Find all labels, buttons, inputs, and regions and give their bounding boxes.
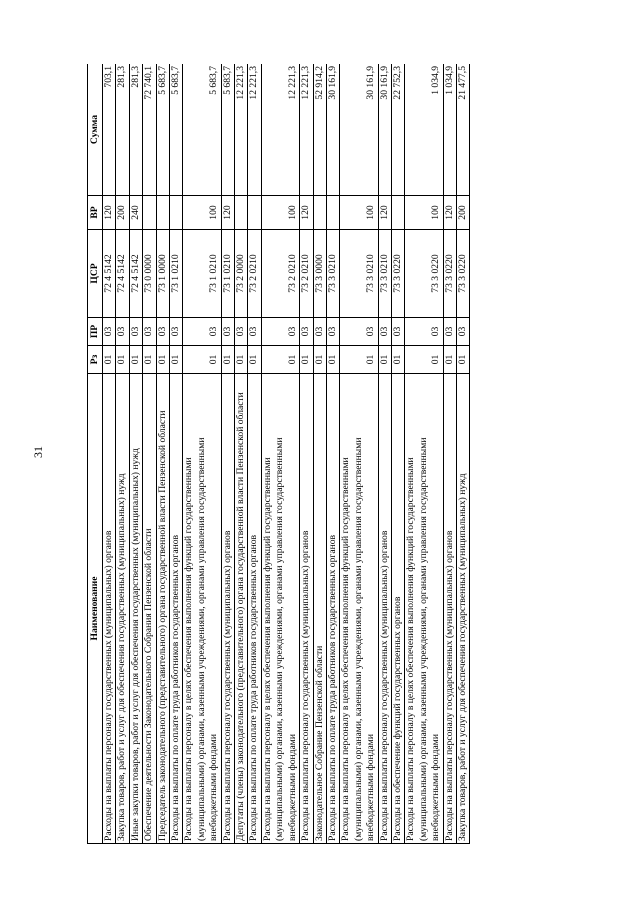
cell-rz: 01 [456, 346, 469, 374]
cell-rz: 01 [326, 346, 339, 374]
cell-vr [248, 196, 261, 230]
header-csr: ЦСР [88, 230, 103, 318]
table-row [456, 64, 469, 844]
cell-sum: 22 752,3 [391, 64, 404, 196]
page-number: 31 [31, 446, 45, 458]
cell-sum: 52 914,2 [313, 64, 326, 196]
cell-rz: 01 [248, 346, 261, 374]
cell-sum: 5 683,7 [221, 64, 234, 196]
cell-rz: 01 [378, 346, 391, 374]
table-row [405, 64, 443, 844]
table-row [340, 64, 378, 844]
cell-name: Расходы на выплаты персоналу государственных (муниципальных) органов [103, 374, 116, 844]
cell-name: Расходы на выплаты по оплате труда работников государственных органов [248, 374, 261, 844]
cell-name: Расходы на выплаты персоналу в целях обеспечения выполнения функций государственными (муниципальными) органами, казенными учреждениями, органами управления государственными внебюджетными фондами [405, 374, 443, 844]
table-row [378, 64, 391, 844]
cell-csr: 73 2 0210 [300, 230, 313, 318]
cell-vr: 100 [261, 196, 299, 230]
cell-rz: 01 [183, 346, 221, 374]
cell-pr: 03 [116, 318, 129, 346]
cell-vr: 200 [116, 196, 129, 230]
cell-csr: 73 3 0220 [443, 230, 456, 318]
cell-sum: 5 683,7 [170, 64, 183, 196]
table-row [300, 64, 313, 844]
cell-csr: 73 3 0220 [405, 230, 443, 318]
cell-vr [143, 196, 156, 230]
cell-pr: 03 [235, 318, 248, 346]
cell-vr: 240 [129, 196, 142, 230]
cell-sum: 30 161,9 [326, 64, 339, 196]
cell-name: Председатель законодательного (представительного) органа государственной власти Пензенской области [156, 374, 169, 844]
cell-csr: 73 1 0000 [156, 230, 169, 318]
cell-sum: 12 221,3 [248, 64, 261, 196]
cell-csr: 73 2 0210 [248, 230, 261, 318]
rotated-page-area [87, 64, 545, 844]
cell-sum: 1 034,9 [443, 64, 456, 196]
cell-name: Расходы на выплаты персоналу в целях обеспечения выполнения функций государственными (муниципальными) органами, казенными учреждениями, органами управления государственными внебюджетными фондами [261, 374, 299, 844]
cell-pr: 03 [405, 318, 443, 346]
cell-vr: 120 [103, 196, 116, 230]
table-row [183, 64, 221, 844]
cell-name: Расходы на выплаты персоналу государственных (муниципальных) органов [378, 374, 391, 844]
cell-csr: 73 3 0210 [326, 230, 339, 318]
header-sum: Сумма [88, 64, 103, 196]
cell-vr: 120 [300, 196, 313, 230]
cell-rz: 01 [300, 346, 313, 374]
cell-sum: 30 161,9 [378, 64, 391, 196]
cell-name: Расходы на выплаты персоналу государственных (муниципальных) органов [300, 374, 313, 844]
table-row [235, 64, 248, 844]
cell-rz: 01 [405, 346, 443, 374]
cell-vr [391, 196, 404, 230]
cell-name: Обеспечение деятельности Законодательного Собрания Пензенской области [143, 374, 156, 844]
cell-sum: 72 740,1 [143, 64, 156, 196]
cell-name: Закупка товаров, работ и услуг для обеспечения государственных (муниципальных) нужд [116, 374, 129, 844]
cell-sum: 12 221,3 [300, 64, 313, 196]
cell-pr: 03 [300, 318, 313, 346]
cell-rz: 01 [391, 346, 404, 374]
cell-sum: 12 221,3 [235, 64, 248, 196]
cell-vr [170, 196, 183, 230]
cell-vr: 200 [456, 196, 469, 230]
cell-pr: 03 [391, 318, 404, 346]
cell-sum: 21 477,5 [456, 64, 469, 196]
cell-csr: 73 1 0210 [183, 230, 221, 318]
cell-csr: 73 1 0210 [221, 230, 234, 318]
cell-vr: 120 [221, 196, 234, 230]
cell-sum: 1 034,9 [405, 64, 443, 196]
cell-pr: 03 [156, 318, 169, 346]
header-name: Наименование [88, 374, 103, 844]
cell-csr: 73 1 0210 [170, 230, 183, 318]
table-row [443, 64, 456, 844]
cell-vr: 100 [183, 196, 221, 230]
cell-name: Расходы на выплаты по оплате труда работников государственных органов [326, 374, 339, 844]
cell-pr: 03 [313, 318, 326, 346]
cell-name: Иные закупки товаров, работ и услуг для обеспечения государственных (муниципальных) нужд [129, 374, 142, 844]
table-row [261, 64, 299, 844]
table-row [156, 64, 169, 844]
header-pr: ПР [88, 318, 103, 346]
cell-pr: 03 [456, 318, 469, 346]
cell-name: Расходы на выплаты по оплате труда работников государственных органов [170, 374, 183, 844]
cell-pr: 03 [340, 318, 378, 346]
cell-name: Расходы на выплаты персоналу государственных (муниципальных) органов [221, 374, 234, 844]
cell-csr: 73 3 0210 [378, 230, 391, 318]
cell-pr: 03 [170, 318, 183, 346]
cell-sum: 703,1 [103, 64, 116, 196]
table-row [221, 64, 234, 844]
cell-rz: 01 [156, 346, 169, 374]
cell-vr: 120 [443, 196, 456, 230]
cell-rz: 01 [443, 346, 456, 374]
cell-rz: 01 [129, 346, 142, 374]
budget-table-container [87, 64, 545, 844]
cell-rz: 01 [116, 346, 129, 374]
cell-rz: 01 [143, 346, 156, 374]
cell-csr: 73 2 0210 [261, 230, 299, 318]
table-row [103, 64, 116, 844]
cell-csr: 72 4 5142 [103, 230, 116, 318]
cell-csr: 72 4 5142 [116, 230, 129, 318]
cell-rz: 01 [103, 346, 116, 374]
cell-csr: 73 2 0000 [235, 230, 248, 318]
table-row [326, 64, 339, 844]
cell-pr: 03 [221, 318, 234, 346]
cell-pr: 03 [143, 318, 156, 346]
cell-name: Расходы на выплаты персоналу в целях обеспечения выполнения функций государственными (муниципальными) органами, казенными учреждениями, органами управления государственными внебюджетными фондами [183, 374, 221, 844]
table-body [103, 64, 470, 844]
cell-pr: 03 [103, 318, 116, 346]
cell-csr: 73 3 0000 [313, 230, 326, 318]
cell-pr: 03 [261, 318, 299, 346]
table-row [248, 64, 261, 844]
cell-name: Расходы на выплаты персоналу в целях обеспечения выполнения функций государственными (муниципальными) органами, казенными учреждениями, органами управления государственными внебюджетными фондами [340, 374, 378, 844]
cell-sum: 281,3 [129, 64, 142, 196]
cell-csr: 73 0 0000 [143, 230, 156, 318]
table-row [129, 64, 142, 844]
cell-sum: 281,3 [116, 64, 129, 196]
table-row [313, 64, 326, 844]
cell-name: Расходы на обеспечение функций государственных органов [391, 374, 404, 844]
cell-vr: 100 [340, 196, 378, 230]
header-vr: ВР [88, 196, 103, 230]
header-rz: Рз [88, 346, 103, 374]
table-header-row [88, 64, 103, 844]
cell-pr: 03 [326, 318, 339, 346]
table-row [116, 64, 129, 844]
cell-vr: 100 [405, 196, 443, 230]
budget-table [87, 64, 470, 844]
cell-pr: 03 [248, 318, 261, 346]
cell-sum: 30 161,9 [340, 64, 378, 196]
cell-vr [156, 196, 169, 230]
cell-vr [235, 196, 248, 230]
cell-rz: 01 [221, 346, 234, 374]
cell-vr: 120 [378, 196, 391, 230]
table-row [143, 64, 156, 844]
cell-sum: 5 683,7 [156, 64, 169, 196]
cell-sum: 12 221,3 [261, 64, 299, 196]
cell-vr [313, 196, 326, 230]
cell-rz: 01 [235, 346, 248, 374]
cell-name: Закупка товаров, работ и услуг для обеспечения государственных (муниципальных) нужд [456, 374, 469, 844]
cell-pr: 03 [183, 318, 221, 346]
table-row [391, 64, 404, 844]
cell-sum: 5 683,7 [183, 64, 221, 196]
cell-pr: 03 [378, 318, 391, 346]
cell-pr: 03 [443, 318, 456, 346]
cell-name: Расходы на выплаты персоналу государственных (муниципальных) органов [443, 374, 456, 844]
cell-rz: 01 [313, 346, 326, 374]
cell-pr: 03 [129, 318, 142, 346]
cell-vr [326, 196, 339, 230]
cell-csr: 73 3 0220 [456, 230, 469, 318]
cell-rz: 01 [170, 346, 183, 374]
cell-name: Депутаты (члены) законодательного (представительного) органа государственной власти Пензенской области [235, 374, 248, 844]
cell-csr: 72 4 5142 [129, 230, 142, 318]
table-row [170, 64, 183, 844]
cell-rz: 01 [340, 346, 378, 374]
cell-name: Законодательное Собрание Пензенской области [313, 374, 326, 844]
cell-csr: 73 3 0220 [391, 230, 404, 318]
cell-rz: 01 [261, 346, 299, 374]
cell-csr: 73 3 0210 [340, 230, 378, 318]
